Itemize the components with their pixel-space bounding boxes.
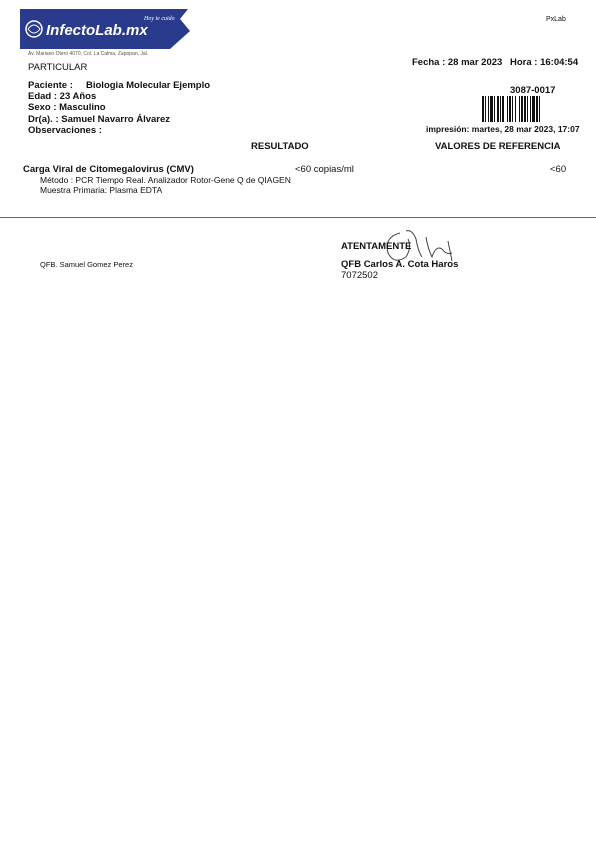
barcode-bar [494,96,495,122]
logo-tagline: Hoy te cuido [144,16,175,22]
barcode-bar [515,96,516,122]
barcode-bar [527,96,528,122]
barcode-bar [485,96,486,122]
logo-text: InfectoLab.mx [46,22,148,39]
test-method: Método : PCR Tiempo Real. Analizador Rotor-Gene Q de QIAGEN [40,175,291,185]
barcode-bar [539,96,540,122]
client-type: PARTICULAR [28,62,88,73]
barcode [482,96,556,122]
barcode-bar [490,96,493,122]
license-number: 7072502 [341,270,378,281]
infectolab-logo [20,9,190,49]
date: Fecha : 28 mar 2023 [412,57,503,68]
barcode-bar [530,96,531,122]
right-signer-name: QFB Carlos A. Cota Haros [341,259,459,270]
left-signer-name: QFB. Samuel Gomez Perez [40,260,133,269]
test-sample: Muestra Primaria: Plasma EDTA [40,185,163,195]
barcode-bar [502,96,504,122]
barcode-bar [507,96,508,122]
reference-column-header: VALORES DE REFERENCIA [435,141,561,152]
barcode-bar [488,96,489,122]
result-column-header: RESULTADO [251,141,309,152]
doctor: Dr(a). : Samuel Navarro Álvarez [28,114,171,125]
barcode-bar [509,96,511,122]
barcode-bar [532,96,535,122]
barcode-bar [521,96,523,122]
barcode-bar [524,96,526,122]
system-name: PxLab [546,16,566,23]
patient-label: Paciente : [28,80,73,91]
patient-age: Edad : 23 Años [28,91,97,102]
barcode-bar [482,96,484,122]
print-date: impresión: martes, 28 mar 2023, 17:07 [426,124,580,134]
barcode-bar [512,96,513,122]
divider [0,217,596,218]
patient-name: Biologia Molecular Ejemplo [86,80,211,91]
patient-sex: Sexo : Masculino [28,102,106,113]
barcode-bar [519,96,520,122]
barcode-bar [536,96,538,122]
test-name: Carga Viral de Citomegalovirus (CMV) [23,164,194,175]
test-reference: <60 [550,164,567,175]
observations: Observaciones : [28,125,102,136]
barcode-bar [497,96,499,122]
test-result: <60 copias/ml [295,164,354,175]
lab-address: Av. Mariano Otero 4070, Col. La Calma, Zapopan, Jal. [28,51,149,57]
closing: ATENTAMENTE [341,241,412,252]
order-number: 3087-0017 [510,85,556,96]
time: Hora : 16:04:54 [510,57,579,68]
barcode-bar [500,96,501,122]
